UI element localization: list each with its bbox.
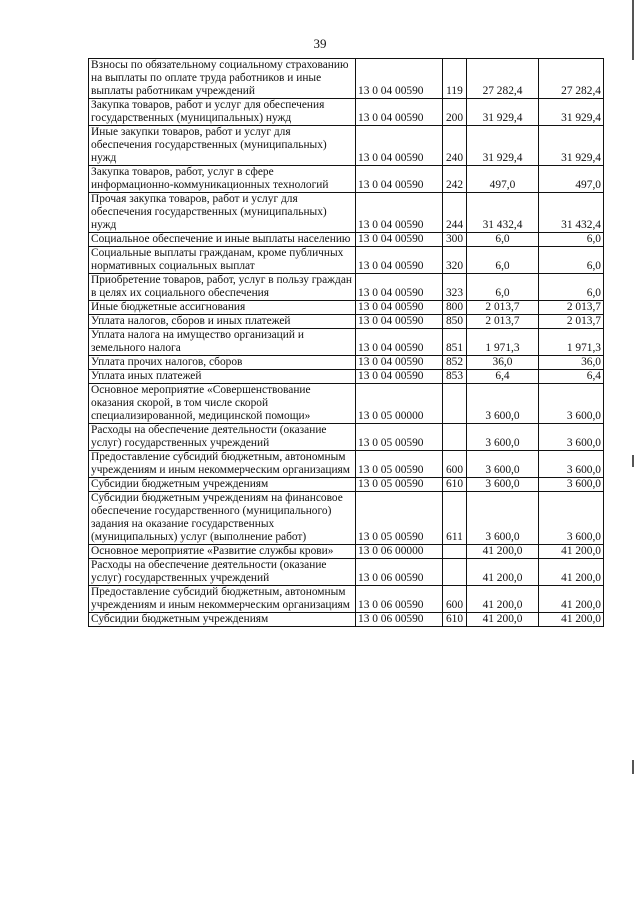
row-expense-type-cell: 242 xyxy=(443,166,467,193)
row-value-2-cell: 497,0 xyxy=(539,166,604,193)
row-value-1-cell: 2 013,7 xyxy=(467,315,539,329)
row-name-cell: Иные бюджетные ассигнования xyxy=(89,301,356,315)
table-row xyxy=(89,166,604,193)
table-row xyxy=(89,301,604,315)
row-value-2-cell: 41 200,0 xyxy=(539,545,604,559)
row-name-cell: Предоставление субсидий бюджетным, автономным учреждениям и иным некоммерческим организациям xyxy=(89,586,356,613)
row-value-2-cell: 2 013,7 xyxy=(539,301,604,315)
row-code-cell: 13 0 04 00590 xyxy=(356,233,443,247)
row-expense-type-cell: 244 xyxy=(443,193,467,233)
budget-table-body xyxy=(89,59,604,627)
row-value-2-cell: 3 600,0 xyxy=(539,451,604,478)
row-code-cell: 13 0 06 00590 xyxy=(356,559,443,586)
row-value-1-cell: 31 929,4 xyxy=(467,126,539,166)
row-name-cell: Субсидии бюджетным учреждениям xyxy=(89,613,356,627)
row-expense-type-cell: 600 xyxy=(443,586,467,613)
row-value-1-cell: 36,0 xyxy=(467,356,539,370)
row-expense-type-cell: 119 xyxy=(443,59,467,99)
scan-edge-mark xyxy=(632,455,634,467)
table-row xyxy=(89,233,604,247)
row-value-1-cell: 3 600,0 xyxy=(467,451,539,478)
row-value-2-cell: 2 013,7 xyxy=(539,315,604,329)
table-row xyxy=(89,451,604,478)
row-value-1-cell: 31 432,4 xyxy=(467,193,539,233)
row-code-cell: 13 0 04 00590 xyxy=(356,193,443,233)
row-name-cell: Взносы по обязательному социальному страхованию на выплаты по оплате труда работников и иные выплаты работникам учреждений xyxy=(89,59,356,99)
table-row xyxy=(89,315,604,329)
row-code-cell: 13 0 06 00000 xyxy=(356,545,443,559)
row-code-cell: 13 0 04 00590 xyxy=(356,59,443,99)
table-row xyxy=(89,492,604,545)
row-value-2-cell: 41 200,0 xyxy=(539,586,604,613)
row-value-2-cell: 41 200,0 xyxy=(539,613,604,627)
table-row xyxy=(89,99,604,126)
row-code-cell: 13 0 04 00590 xyxy=(356,370,443,384)
table-row xyxy=(89,247,604,274)
row-expense-type-cell: 240 xyxy=(443,126,467,166)
row-value-1-cell: 41 200,0 xyxy=(467,613,539,627)
table-row xyxy=(89,126,604,166)
row-expense-type-cell: 200 xyxy=(443,99,467,126)
row-value-2-cell: 31 929,4 xyxy=(539,126,604,166)
row-name-cell: Уплата налога на имущество организаций и земельного налога xyxy=(89,329,356,356)
row-name-cell: Прочая закупка товаров, работ и услуг для обеспечения государственных (муниципальных) нужд xyxy=(89,193,356,233)
row-name-cell: Основное мероприятие «Развитие службы крови» xyxy=(89,545,356,559)
row-value-1-cell: 41 200,0 xyxy=(467,586,539,613)
row-code-cell: 13 0 05 00590 xyxy=(356,492,443,545)
row-name-cell: Расходы на обеспечение деятельности (оказание услуг) государственных учреждений xyxy=(89,559,356,586)
row-value-1-cell: 3 600,0 xyxy=(467,384,539,424)
row-value-2-cell: 31 432,4 xyxy=(539,193,604,233)
scan-edge-mark xyxy=(632,0,634,60)
row-code-cell: 13 0 05 00590 xyxy=(356,424,443,451)
row-code-cell: 13 0 04 00590 xyxy=(356,329,443,356)
table-row xyxy=(89,329,604,356)
row-value-1-cell: 1 971,3 xyxy=(467,329,539,356)
row-name-cell: Социальное обеспечение и иные выплаты населению xyxy=(89,233,356,247)
row-expense-type-cell: 853 xyxy=(443,370,467,384)
row-value-1-cell: 3 600,0 xyxy=(467,424,539,451)
row-code-cell: 13 0 06 00590 xyxy=(356,613,443,627)
table-row xyxy=(89,478,604,492)
row-code-cell: 13 0 04 00590 xyxy=(356,301,443,315)
row-value-1-cell: 497,0 xyxy=(467,166,539,193)
row-name-cell: Закупка товаров, работ, услуг в сфере информационно-коммуникационных технологий xyxy=(89,166,356,193)
row-value-1-cell: 27 282,4 xyxy=(467,59,539,99)
row-code-cell: 13 0 04 00590 xyxy=(356,247,443,274)
row-code-cell: 13 0 04 00590 xyxy=(356,99,443,126)
row-name-cell: Предоставление субсидий бюджетным, автономным учреждениям и иным некоммерческим организациям xyxy=(89,451,356,478)
row-expense-type-cell: 611 xyxy=(443,492,467,545)
row-code-cell: 13 0 04 00590 xyxy=(356,126,443,166)
row-name-cell: Уплата прочих налогов, сборов xyxy=(89,356,356,370)
row-value-2-cell: 31 929,4 xyxy=(539,99,604,126)
row-value-2-cell: 6,4 xyxy=(539,370,604,384)
row-code-cell: 13 0 05 00590 xyxy=(356,451,443,478)
row-value-2-cell: 3 600,0 xyxy=(539,424,604,451)
row-name-cell: Расходы на обеспечение деятельности (оказание услуг) государственных учреждений xyxy=(89,424,356,451)
row-expense-type-cell: 800 xyxy=(443,301,467,315)
row-name-cell: Социальные выплаты гражданам, кроме публичных нормативных социальных выплат xyxy=(89,247,356,274)
row-expense-type-cell: 610 xyxy=(443,613,467,627)
table-row xyxy=(89,545,604,559)
row-name-cell: Уплата налогов, сборов и иных платежей xyxy=(89,315,356,329)
table-row xyxy=(89,59,604,99)
row-name-cell: Закупка товаров, работ и услуг для обеспечения государственных (муниципальных) нужд xyxy=(89,99,356,126)
table-row xyxy=(89,424,604,451)
row-value-1-cell: 2 013,7 xyxy=(467,301,539,315)
row-value-2-cell: 6,0 xyxy=(539,233,604,247)
page-number: 39 xyxy=(313,36,327,51)
row-value-1-cell: 41 200,0 xyxy=(467,559,539,586)
row-code-cell: 13 0 04 00590 xyxy=(356,166,443,193)
row-name-cell: Уплата иных платежей xyxy=(89,370,356,384)
row-value-1-cell: 6,0 xyxy=(467,233,539,247)
row-expense-type-cell xyxy=(443,545,467,559)
row-expense-type-cell xyxy=(443,424,467,451)
row-expense-type-cell: 851 xyxy=(443,329,467,356)
table-row xyxy=(89,370,604,384)
row-value-1-cell: 6,0 xyxy=(467,274,539,301)
row-name-cell: Основное мероприятие «Совершенствование оказания скорой, в том числе скорой специализированной, медицинской помощи» xyxy=(89,384,356,424)
row-expense-type-cell xyxy=(443,559,467,586)
row-code-cell: 13 0 05 00590 xyxy=(356,478,443,492)
table-row xyxy=(89,613,604,627)
table-row xyxy=(89,356,604,370)
row-value-2-cell: 41 200,0 xyxy=(539,559,604,586)
row-value-2-cell: 6,0 xyxy=(539,247,604,274)
row-code-cell: 13 0 06 00590 xyxy=(356,586,443,613)
table-row xyxy=(89,274,604,301)
row-name-cell: Приобретение товаров, работ, услуг в пользу граждан в целях их социального обеспечения xyxy=(89,274,356,301)
row-code-cell: 13 0 04 00590 xyxy=(356,274,443,301)
row-expense-type-cell: 600 xyxy=(443,451,467,478)
table-row xyxy=(89,559,604,586)
row-expense-type-cell: 850 xyxy=(443,315,467,329)
table-row xyxy=(89,193,604,233)
row-value-2-cell: 3 600,0 xyxy=(539,384,604,424)
row-code-cell: 13 0 04 00590 xyxy=(356,356,443,370)
row-value-1-cell: 3 600,0 xyxy=(467,478,539,492)
row-value-1-cell: 6,0 xyxy=(467,247,539,274)
row-value-1-cell: 6,4 xyxy=(467,370,539,384)
table-row xyxy=(89,384,604,424)
row-expense-type-cell: 610 xyxy=(443,478,467,492)
row-value-2-cell: 6,0 xyxy=(539,274,604,301)
row-expense-type-cell: 300 xyxy=(443,233,467,247)
row-expense-type-cell: 320 xyxy=(443,247,467,274)
row-name-cell: Субсидии бюджетным учреждениям на финансовое обеспечение государственного (муниципального) задания на оказание государственных (муниципальных) услуг (выполнение работ) xyxy=(89,492,356,545)
row-code-cell: 13 0 04 00590 xyxy=(356,315,443,329)
row-value-1-cell: 3 600,0 xyxy=(467,492,539,545)
row-value-2-cell: 1 971,3 xyxy=(539,329,604,356)
scan-edge-mark xyxy=(632,760,634,774)
budget-table xyxy=(88,58,604,627)
row-expense-type-cell xyxy=(443,384,467,424)
table-row xyxy=(89,586,604,613)
row-value-2-cell: 36,0 xyxy=(539,356,604,370)
row-code-cell: 13 0 05 00000 xyxy=(356,384,443,424)
row-name-cell: Субсидии бюджетным учреждениям xyxy=(89,478,356,492)
row-value-1-cell: 31 929,4 xyxy=(467,99,539,126)
row-expense-type-cell: 323 xyxy=(443,274,467,301)
row-name-cell: Иные закупки товаров, работ и услуг для обеспечения государственных (муниципальных) нужд xyxy=(89,126,356,166)
row-value-1-cell: 41 200,0 xyxy=(467,545,539,559)
row-value-2-cell: 3 600,0 xyxy=(539,478,604,492)
row-value-2-cell: 27 282,4 xyxy=(539,59,604,99)
row-expense-type-cell: 852 xyxy=(443,356,467,370)
row-value-2-cell: 3 600,0 xyxy=(539,492,604,545)
